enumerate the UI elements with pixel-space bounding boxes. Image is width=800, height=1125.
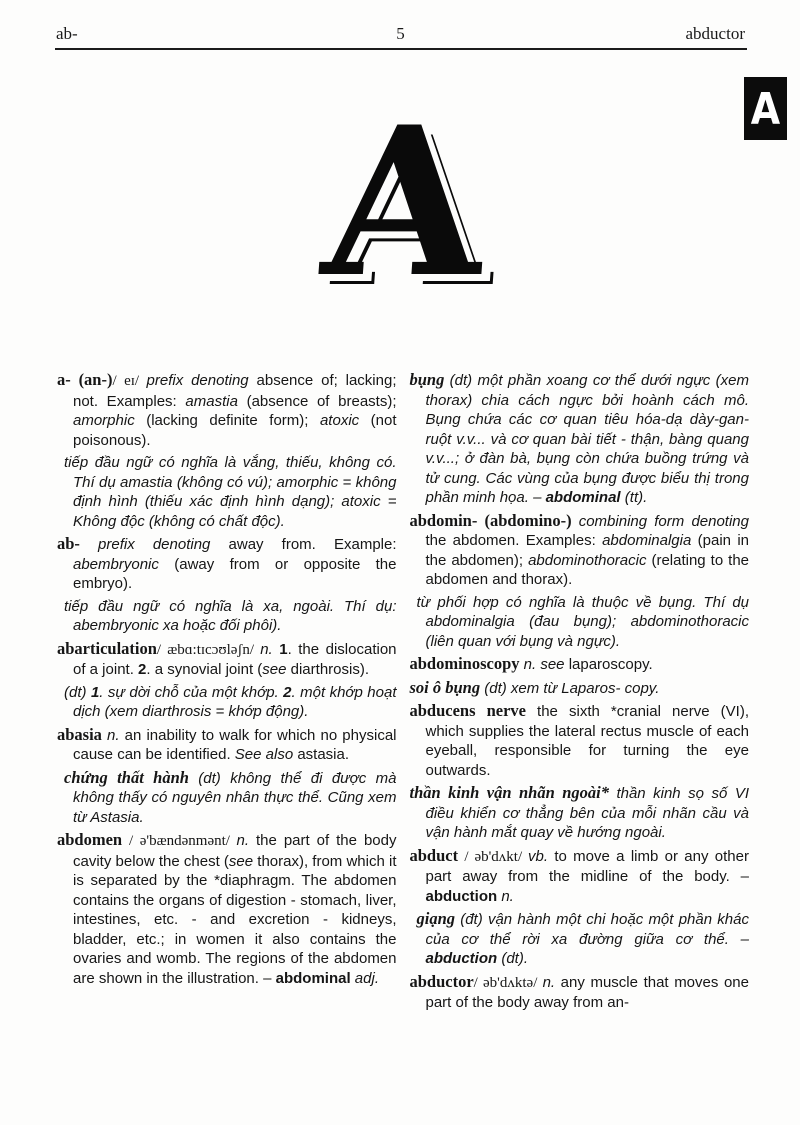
text-run: (dt).	[497, 950, 529, 967]
text-run: abdomin- (abdomino-)	[409, 510, 579, 530]
page-number: 5	[396, 24, 405, 43]
column-left	[57, 370, 397, 1016]
text-run: abdominal	[275, 969, 351, 987]
text-run: (not poisonous).	[73, 412, 397, 449]
text-run: abembryonic	[73, 555, 159, 573]
text-run: the part of the body cavity below the chest (	[73, 832, 397, 870]
text-run: thần kinh sọ số VI điều khiển cơ thẳng bên của mỗi nhãn cầu và vận hành mắt quay về hướng ngoài.	[425, 785, 749, 841]
text-run: abduction	[425, 887, 498, 905]
text-run: bụng	[409, 370, 450, 389]
entry-paragraph	[410, 783, 750, 843]
entry-paragraph	[57, 830, 397, 988]
text-run: abdominothoracic	[528, 551, 647, 569]
text-run: adj.	[350, 969, 379, 987]
text-run: absence of; lacking; not. Examples:	[73, 372, 397, 410]
text-run: (absence of breasts);	[237, 392, 397, 410]
text-run: astasia.	[293, 746, 350, 763]
entry-paragraph	[410, 370, 750, 508]
text-run: abducens nerve	[409, 701, 538, 720]
text-run: n. see	[523, 656, 565, 673]
entry-paragraph	[57, 683, 397, 722]
text-run: the abdomen. Examples:	[425, 532, 603, 549]
text-run: . sự dời chỗ của một khớp.	[99, 683, 284, 701]
text-run: (đt) vận hành một chi hoặc một phần khác của cơ thể rời xa đường giữa cơ thể. –	[425, 911, 749, 948]
text-run: . the dislocation of a joint.	[73, 640, 397, 678]
text-run: 1	[279, 640, 288, 658]
header-guide-word-right: abductor	[685, 24, 745, 43]
text-run: an inability to walk for which no physical cause can be identified.	[73, 726, 397, 763]
section-dropcap-wrap	[0, 83, 800, 323]
text-run: see	[228, 852, 254, 870]
text-run: n.	[542, 973, 556, 991]
text-run: (away from or opposite the embryo).	[73, 555, 397, 592]
text-run: diarthrosis).	[286, 661, 369, 678]
text-run: atoxic	[319, 412, 360, 429]
text-run: tiếp đầu ngữ có nghĩa là xa, ngoài. Thí dụ: abembryonic xa hoặc đối phôi).	[64, 597, 397, 634]
entry-paragraph	[57, 453, 397, 531]
text-run: (relating to the abdomen and thorax).	[425, 551, 749, 588]
running-header	[56, 24, 745, 44]
text-run: abasia	[57, 724, 108, 744]
entry-paragraph	[57, 597, 397, 636]
entry-paragraph	[410, 593, 750, 652]
text-run: away from. Example:	[210, 536, 397, 553]
text-run: prefix denoting	[146, 372, 249, 389]
entry-paragraph	[57, 370, 397, 450]
text-run: thần kinh vận nhãn ngoài*	[409, 783, 617, 802]
text-run: n.	[260, 640, 273, 658]
text-run: See also	[234, 746, 294, 763]
entry-paragraph	[410, 701, 750, 780]
entry-paragraph	[410, 972, 750, 1013]
text-run: to move a limb or any other part away from the midline of the body. –	[425, 847, 749, 885]
text-run: (tt).	[620, 489, 648, 506]
text-run: 2	[283, 683, 292, 701]
entry-paragraph	[410, 909, 750, 969]
text-run: / eɪ/	[112, 373, 147, 389]
text-run: abdominalgia	[602, 532, 692, 549]
text-run: the sixth *cranial nerve (VI), which supplies the lateral rectus muscle of each eyeball, responsible for turning the eye outwards.	[425, 703, 749, 779]
text-run: amorphic	[73, 412, 135, 429]
text-run: . một khớp hoạt dịch (xem diarthrosis = khớp động).	[73, 683, 397, 720]
text-run: abarticulation	[57, 638, 157, 658]
text-run: thorax), from which it is separated by the *diaphragm. The abdomen contains the organs of digestion - stomach, liver, intestines, etc. - and excretion - kidneys, bladder, etc.; in women it also contains the ovaries and womb. The regions of the abdomen are shown in the illustration. –	[73, 852, 397, 987]
entry-paragraph	[57, 725, 397, 765]
column-right	[410, 370, 750, 1016]
text-run: vb.	[528, 847, 549, 865]
text-run: (pain in the abdomen);	[425, 532, 749, 569]
entry-paragraph	[410, 678, 750, 699]
text-run: giạng	[416, 909, 461, 928]
entry-paragraph	[410, 511, 750, 590]
text-run: amastia	[185, 392, 238, 410]
text-run: prefix denoting	[98, 536, 211, 553]
text-run: abdominal	[545, 489, 621, 506]
text-run: (dt)	[64, 683, 91, 701]
text-run: n.	[107, 726, 120, 744]
text-run: (dt) một phần xoang cơ thể dưới ngực (xem thorax) chia cách ngực bởi hoành cách mô. Bụng chứa các cơ quan tiêu hóa-dạ dày-gan-ruột v.v... và cơ quan bài tiết - thận, bàng quang v.v...; ở đàn bà, bụng còn chứa buồng trứng và tử cung. Các vùng của bụng được biểu thị trong phần minh họa. –	[425, 372, 749, 506]
text-run: abduct	[409, 845, 465, 865]
header-guide-word-left: ab-	[56, 24, 78, 43]
text-run: a- (an-)	[57, 370, 113, 389]
text-run: (dt) xem từ Laparos- copy.	[484, 679, 660, 697]
entry-paragraph	[57, 768, 397, 828]
text-run: soi ô bụng	[409, 677, 485, 697]
entry-paragraph	[57, 534, 397, 594]
text-run: / əb'dʌkt/	[464, 848, 529, 865]
text-run: 1	[90, 683, 100, 701]
text-run: từ phối hợp có nghĩa là thuộc về bụng. Thí dụ abdominalgia (đau bụng); abdominothoracic (liên quan với bụng và ngực).	[416, 593, 749, 650]
entry-paragraph	[410, 654, 750, 675]
text-run: chứng thất hành	[64, 767, 199, 787]
text-run: see	[262, 661, 287, 678]
text-run: n.	[497, 887, 514, 905]
text-run: (dt) không thể đi được mà không thấy có nguyên nhân thực thể. Cũng xem từ Astasia.	[73, 769, 397, 826]
text-run: ab-	[57, 534, 99, 553]
thumb-tab-letter: A	[750, 83, 781, 134]
text-run: abduction	[425, 950, 498, 967]
section-letter-ornament: A	[317, 83, 493, 323]
entry-paragraph	[57, 639, 397, 680]
text-run: / æbɑ:tɪcɔʊləʃn/	[156, 641, 261, 658]
text-run: / əb'dʌktə/	[473, 974, 543, 991]
text-run: abdomen	[57, 830, 130, 849]
text-run: any muscle that moves one part of the body away from an-	[425, 973, 749, 1011]
text-run: n.	[236, 832, 250, 849]
text-run: / ə'bændənmənt/	[129, 833, 237, 849]
text-run: 2	[138, 661, 147, 678]
entry-columns	[57, 370, 749, 1016]
text-run: laparoscopy.	[564, 656, 653, 673]
header-rule	[55, 48, 747, 50]
text-run: tiếp đầu ngữ có nghĩa là vắng, thiếu, không có. Thí dụ amastia (không có vú); amorphic = không định hình (thiếu xác định hình dạng); atoxic = Không độc (không có chất độc).	[64, 454, 397, 530]
text-run: . a synovial joint (	[146, 661, 263, 678]
text-run: combining form denoting	[578, 512, 749, 530]
text-run: abductor	[409, 971, 474, 991]
text-run: abdominoscopy	[409, 654, 524, 673]
text-run: (lacking definite form);	[134, 412, 320, 429]
entry-paragraph	[410, 846, 750, 907]
